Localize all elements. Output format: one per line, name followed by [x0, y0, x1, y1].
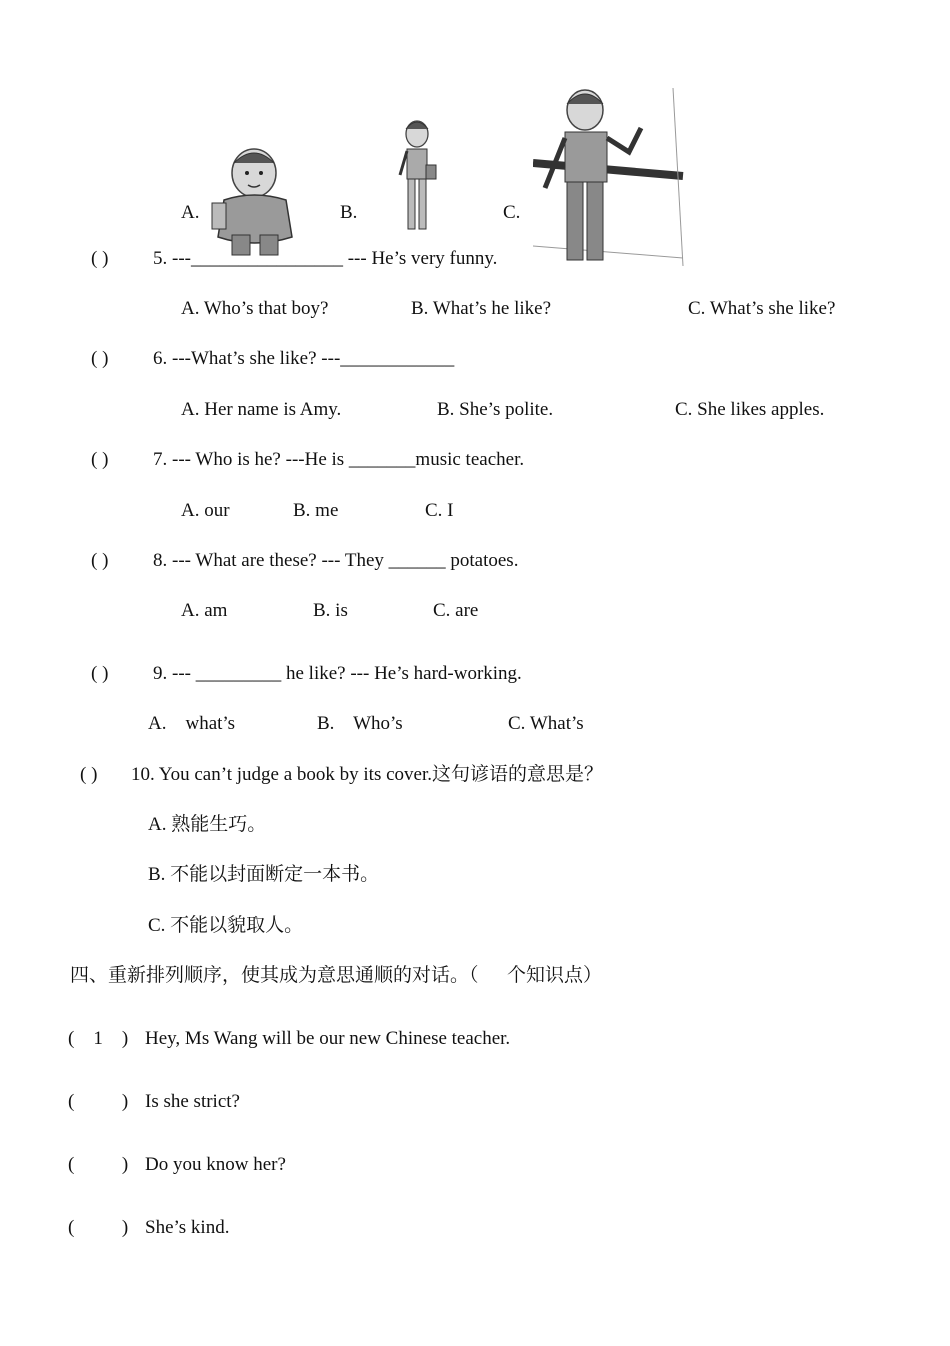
option-a[interactable]: A. 熟能生巧。: [148, 814, 267, 835]
option-c[interactable]: C. I: [425, 500, 454, 521]
option-b[interactable]: B. 不能以封面断定一本书。: [148, 864, 380, 885]
option-a[interactable]: A. Her name is Amy.: [181, 399, 342, 420]
section-title: 四、重新排列顺序，使其成为意思通顺的对话。（ 个知识点）: [70, 965, 603, 986]
dialogue-line: Is she strict?: [145, 1091, 240, 1112]
order-paren[interactable]: ( ): [68, 1091, 129, 1112]
option-b[interactable]: B. is: [313, 600, 348, 621]
question-stem: 7. --- Who is he? ---He is _______music teacher.: [153, 449, 525, 470]
question-stem: 6. ---What’s she like? ---____________: [153, 348, 455, 369]
option-c[interactable]: C. She likes apples.: [675, 399, 825, 420]
answer-paren[interactable]: ( ): [91, 663, 109, 684]
option-b[interactable]: B. me: [293, 500, 339, 521]
dialogue-line: Hey, Ms Wang will be our new Chinese teacher.: [145, 1028, 511, 1049]
picture-b-thin-boy: [390, 117, 445, 237]
option-a[interactable]: A. what’s: [148, 713, 236, 734]
picture-b-label: B.: [340, 202, 358, 223]
option-c[interactable]: C. What’s she like?: [688, 298, 836, 319]
option-b[interactable]: B. What’s he like?: [411, 298, 552, 319]
option-a[interactable]: A. Who’s that boy?: [181, 298, 329, 319]
order-paren[interactable]: ( ): [68, 1217, 129, 1238]
picture-a-label: A.: [181, 202, 200, 223]
picture-c-label: C.: [503, 202, 521, 223]
option-a[interactable]: A. am: [181, 600, 228, 621]
picture-c-tall-boy: [533, 88, 688, 268]
question-stem: 9. --- _________ he like? --- He’s hard-working.: [153, 663, 522, 684]
dialogue-line: Do you know her?: [145, 1154, 286, 1175]
order-paren[interactable]: ( 1 ): [68, 1028, 129, 1049]
option-a[interactable]: A. our: [181, 500, 230, 521]
question-stem: 5. ---________________ --- He’s very funny.: [153, 248, 498, 269]
answer-paren[interactable]: ( ): [91, 248, 109, 269]
picture-a-chubby-boy: [210, 145, 310, 260]
dialogue-line: She’s kind.: [145, 1217, 230, 1238]
order-paren[interactable]: ( ): [68, 1154, 129, 1175]
question-stem: 8. --- What are these? --- They ______ potatoes.: [153, 550, 519, 571]
question-stem: 10. You can’t judge a book by its cover.这句谚语的意思是？: [131, 764, 603, 785]
option-c[interactable]: C. What’s: [508, 713, 584, 734]
option-c[interactable]: C. are: [433, 600, 479, 621]
answer-paren[interactable]: ( ): [91, 550, 109, 571]
option-b[interactable]: B. Who’s: [317, 713, 403, 734]
answer-paren[interactable]: ( ): [91, 449, 109, 470]
option-c[interactable]: C. 不能以貌取人。: [148, 915, 304, 936]
option-b[interactable]: B. She’s polite.: [437, 399, 554, 420]
answer-paren[interactable]: ( ): [80, 764, 98, 785]
answer-paren[interactable]: ( ): [91, 348, 109, 369]
